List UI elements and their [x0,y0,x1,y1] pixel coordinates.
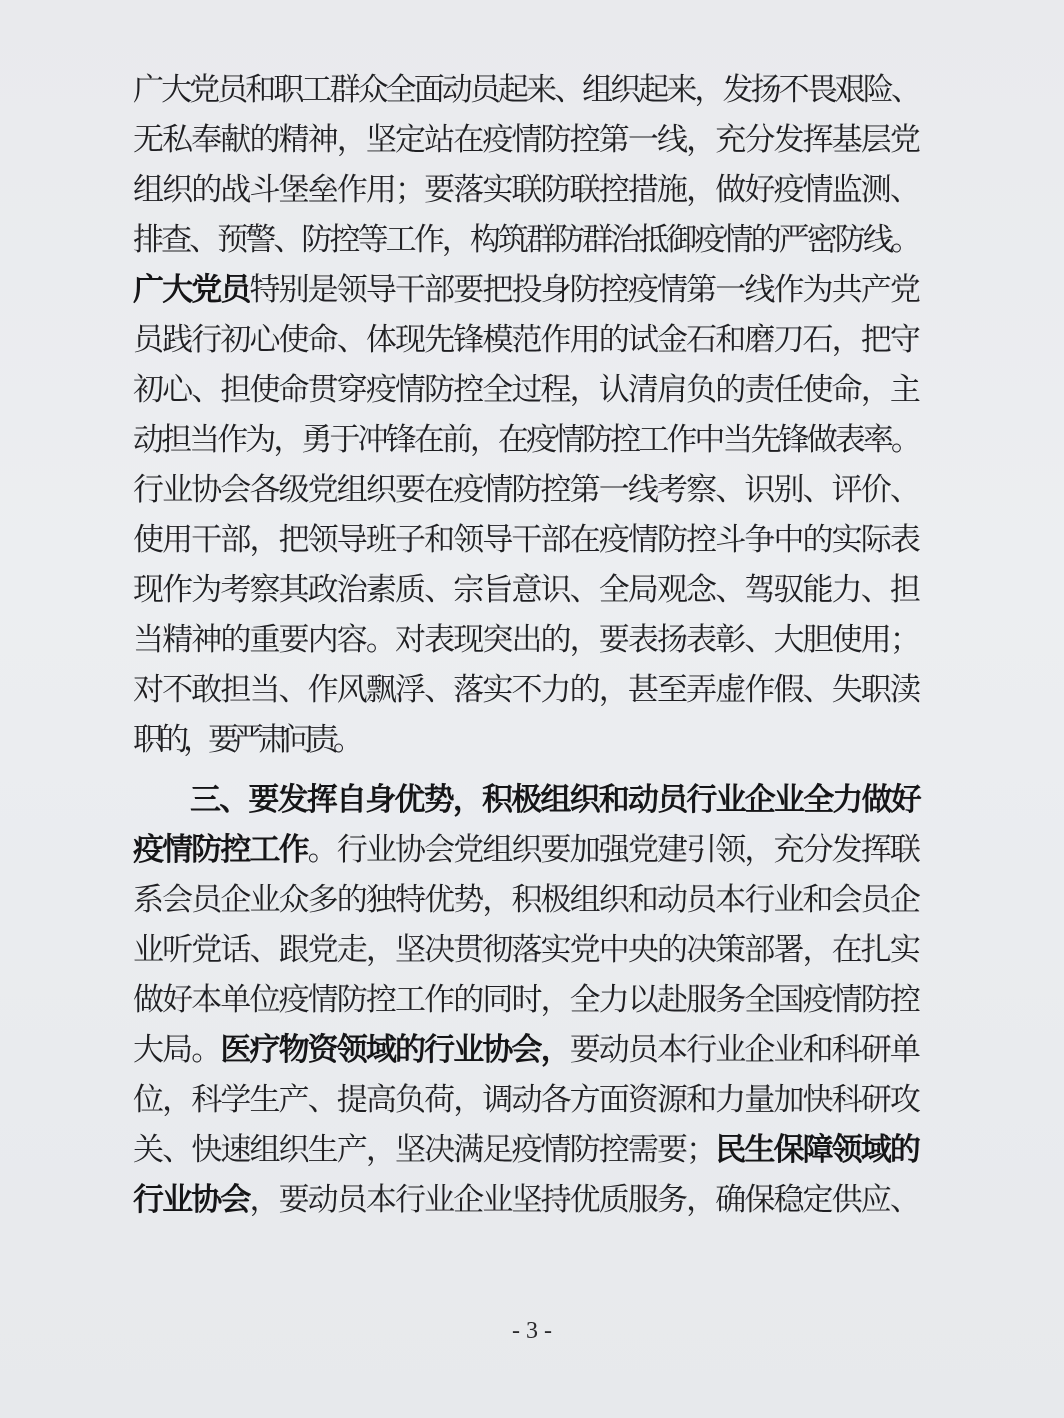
text-line [133,1080,919,1120]
text-segment: 行业协会各级党组织要在疫情防控第一线考察、识别、评价、 [133,472,919,508]
bold-text-segment: 疫情防控工作 [133,832,308,868]
text-line [133,930,919,970]
text-line [133,370,919,410]
text-segment: 大局。 [133,1032,221,1068]
text-line [133,170,919,210]
text-line [133,980,919,1020]
text-segment: 关、快速组织生产，坚决满足疫情防控需要； [133,1132,716,1168]
text-line [133,270,919,310]
text-line [133,570,919,610]
text-line [190,780,920,820]
text-line [133,420,919,460]
text-line [133,1030,919,1070]
text-segment: 。行业协会党组织要加强党建引领，充分发挥联 [307,832,920,868]
bold-text-segment: 医疗物资领域的行业协会， [220,1032,570,1068]
text-segment: 现作为考察其政治素质、宗旨意识、全局观念、驾驭能力、担 [133,572,919,608]
text-line [133,220,919,260]
text-line [133,520,919,560]
text-line [133,1130,919,1170]
text-segment: 广大党员和职工群众全面动员起来、组织起来，发扬不畏艰险、 [133,72,919,108]
text-segment: 员践行初心使命、体现先锋模范作用的试金石和磨刀石，把守 [133,322,919,358]
text-line [133,1180,919,1220]
bold-text-segment: 三、要发挥自身优势，积极组织和动员行业企业全力做好 [190,782,920,818]
text-line [133,830,919,870]
text-segment: 系会员企业众多的独特优势，积极组织和动员本行业和会员企 [133,882,919,918]
text-line [133,120,919,160]
text-segment: ，要动员本行业企业坚持优质服务，确保稳定供应、 [249,1182,920,1218]
bold-text-segment: 行业协会 [133,1182,250,1218]
text-segment: 业听党话、跟党走，坚决贯彻落实党中央的决策部署，在扎实 [133,932,919,968]
text-segment: 组织的战斗堡垒作用；要落实联防联控措施，做好疫情监测、 [133,172,919,208]
bold-text-segment: 民生保障领域的 [715,1132,920,1168]
text-line [133,320,919,360]
text-segment: 对不敢担当、作风飘浮、落实不力的，甚至弄虚作假、失职渎 [133,672,919,708]
text-segment: 无私奉献的精神，坚定站在疫情防控第一线，充分发挥基层党 [133,122,919,158]
page-number: - 3 - [512,1318,552,1344]
text-segment: 做好本单位疫情防控工作的同时，全力以赴服务全国疫情防控 [133,982,919,1018]
text-segment: 要动员本行业企业和科研单 [569,1032,920,1068]
text-line [133,720,358,760]
text-segment: 位，科学生产、提高负荷，调动各方面资源和力量加快科研攻 [133,1082,919,1118]
text-line [133,620,919,660]
text-segment: 当精神的重要内容。对表现突出的，要表扬表彰、大胆使用； [133,622,919,658]
text-line [133,470,919,510]
text-line [133,70,919,110]
text-line [133,670,919,710]
text-segment: 特别是领导干部要把投身防控疫情第一线作为共产党 [249,272,920,308]
text-line [133,880,919,920]
text-segment: 初心、担使命贯穿疫情防控全过程，认清肩负的责任使命，主 [133,372,919,408]
text-segment: 职的，要严肃问责。 [133,722,358,758]
text-segment: 动担当作为，勇于冲锋在前，在疫情防控工作中当先锋做表率。 [133,422,919,458]
bold-text-segment: 广大党员 [133,272,250,308]
text-segment: 排查、预警、防控等工作，构筑群防群治抵御疫情的严密防线。 [133,222,919,258]
text-segment: 使用干部，把领导班子和领导干部在疫情防控斗争中的实际表 [133,522,919,558]
